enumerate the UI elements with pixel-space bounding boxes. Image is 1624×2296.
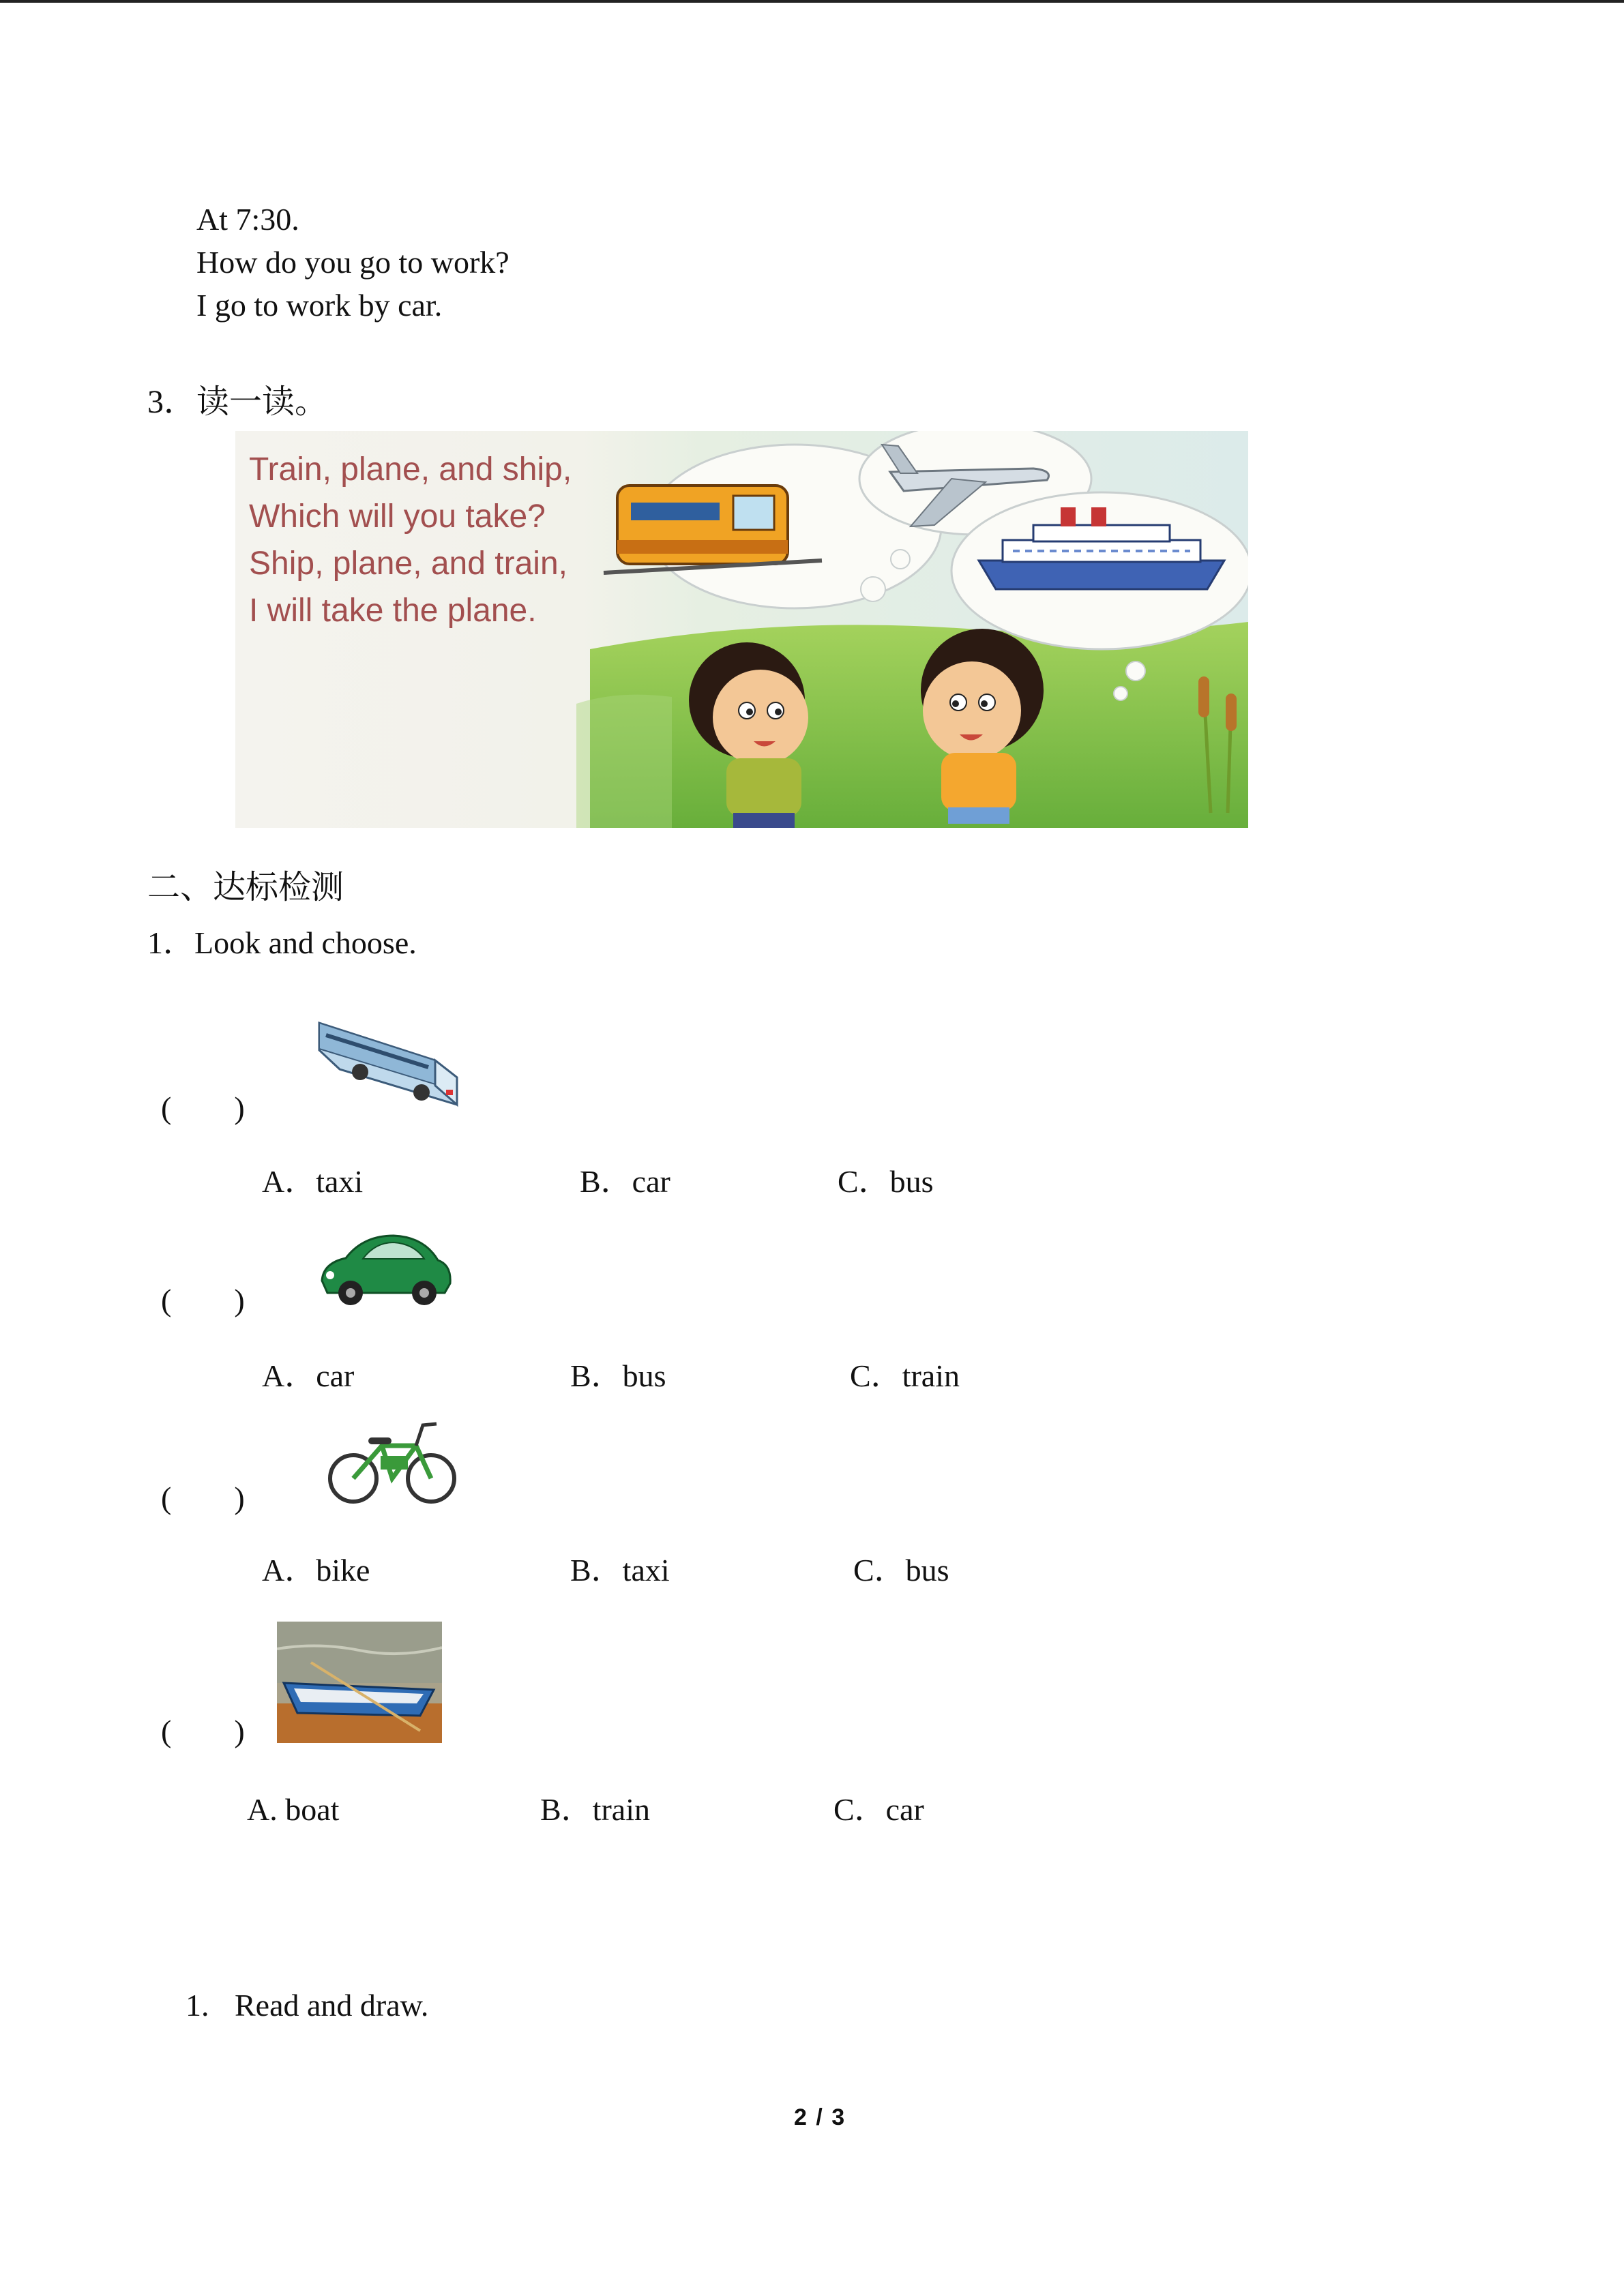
part-2-heading: 二、达标检测 <box>147 869 344 906</box>
rhyme-line-2: Which will you take? <box>249 498 546 535</box>
q2-option-b[interactable]: B．bus <box>570 1358 666 1393</box>
section-3-heading: 3．读一读。 <box>147 384 328 420</box>
rhyme-line-1: Train, plane, and ship, <box>249 451 572 488</box>
look-choose-heading: 1．Look and choose. <box>147 925 417 960</box>
read-draw-heading: Read and draw. <box>235 1988 429 2023</box>
q4-option-a[interactable]: A. boat <box>247 1792 340 1827</box>
bike-picture <box>327 1418 457 1507</box>
page-number: 2 / 3 <box>794 2104 846 2130</box>
answer-blank-2[interactable]: ( ) <box>161 1283 245 1317</box>
answer-blank-3[interactable]: ( ) <box>161 1480 245 1515</box>
q1-option-c[interactable]: C．bus <box>838 1164 934 1199</box>
q4-option-c[interactable]: C．car <box>833 1792 924 1827</box>
top-border <box>0 0 1624 3</box>
q1-option-a[interactable]: A．taxi <box>262 1164 364 1199</box>
read-draw-number: 1. <box>186 1988 209 2023</box>
dialogue-line-2: How do you go to work? <box>196 245 510 280</box>
answer-blank-4[interactable]: ( ) <box>161 1714 245 1748</box>
dialogue-line-3: I go to work by car. <box>196 288 443 323</box>
q1-option-b[interactable]: B．car <box>580 1164 670 1199</box>
rhyme-line-4: I will take the plane. <box>249 593 537 629</box>
dialogue-line-1: At 7:30. <box>196 202 299 237</box>
boat-picture <box>277 1622 442 1743</box>
car-picture <box>315 1227 455 1311</box>
q4-option-b[interactable]: B．train <box>540 1792 650 1827</box>
bus-picture <box>312 1002 464 1118</box>
q2-option-c[interactable]: C．train <box>850 1358 960 1393</box>
q2-option-a[interactable]: A．car <box>262 1358 355 1393</box>
rhyme-line-3: Ship, plane, and train, <box>249 546 567 582</box>
q3-option-b[interactable]: B．taxi <box>570 1553 670 1587</box>
rhyme-illustration <box>235 431 1248 828</box>
q3-option-c[interactable]: C．bus <box>853 1553 949 1587</box>
answer-blank-1[interactable]: ( ) <box>161 1090 245 1125</box>
q3-option-a[interactable]: A．bike <box>262 1553 370 1587</box>
